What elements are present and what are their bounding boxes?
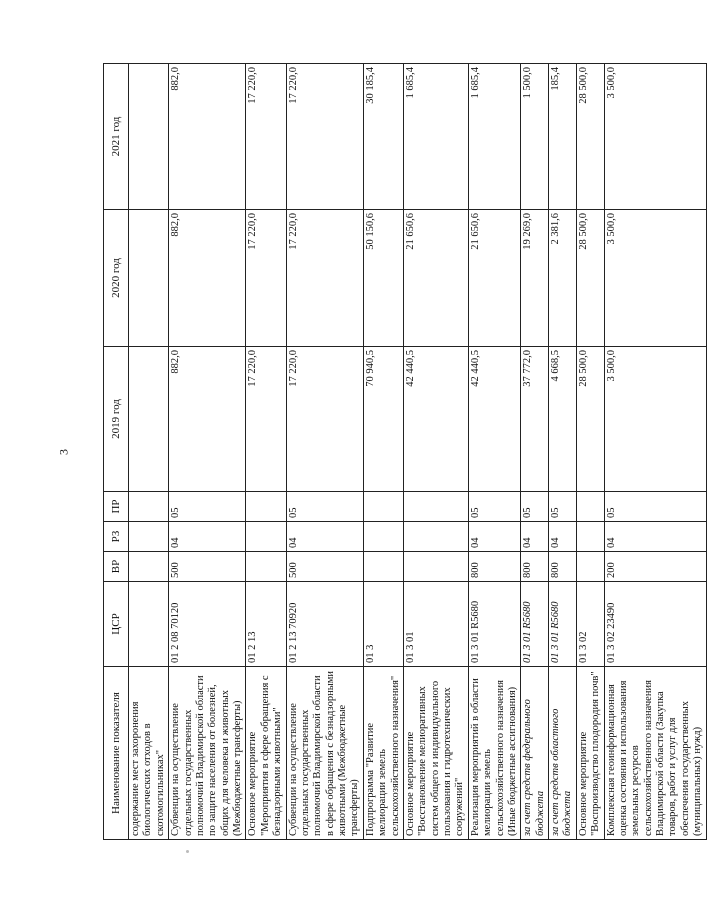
table-row [549,64,577,840]
row-csr-cell: 01 3 01 R5680 [521,582,549,667]
row-2020-cell: 50 150,6 [363,210,403,347]
row-rz-cell [576,522,604,552]
row-csr-cell: 01 3 02 [576,582,604,667]
row-pr-cell: 05 [604,492,706,522]
table-row [576,64,604,840]
row-csr-cell: 01 3 02 23490 [604,582,706,667]
table-row [169,64,246,840]
row-rz-cell: 04 [521,522,549,552]
row-2020-cell: 882,0 [169,210,246,347]
row-name-cell: Основное мероприятие "Восстановление мелиоративных систем общего и индивидуального пользования и гидротехнических сооружений" [403,667,468,840]
row-name-cell: Субвенции на осуществление отдельных государственных полномочий Владимирской области в сфере обращения с безнадзорными животными (Межбюджетные трансферты) [286,667,363,840]
header-2020: 2020 год [104,210,129,347]
row-csr-cell: 01 2 13 70920 [286,582,363,667]
row-pr-cell [246,492,286,522]
row-name-cell: Комплексная геоинформационная оценка состояния и использования земельных ресурсов сельскохозяйственного назначения Владимирской области (Закупка товаров, работ и услуг для обеспечения государственных (муниципальных) нужд) [604,667,706,840]
page-number: 3 [56,449,71,455]
row-2021-cell: 1 685,4 [403,64,468,210]
row-2021-cell [129,64,169,210]
row-vr-cell [576,552,604,582]
row-vr-cell: 500 [169,552,246,582]
row-2019-cell: 3 500,0 [604,347,706,492]
row-2020-cell: 3 500,0 [604,210,706,347]
scan-artifact [186,850,189,853]
header-csr: ЦСР [104,582,129,667]
row-2019-cell [129,347,169,492]
row-2019-cell: 882,0 [169,347,246,492]
row-rz-cell: 04 [549,522,577,552]
row-csr-cell: 01 2 08 70120 [169,582,246,667]
table-body [129,64,707,840]
row-name-cell: за счет средств областного бюджета [549,667,577,840]
row-rz-cell: 04 [286,522,363,552]
row-vr-cell: 800 [521,552,549,582]
row-vr-cell: 200 [604,552,706,582]
row-pr-cell: 05 [468,492,521,522]
row-name-cell: за счет средств федерального бюджета [521,667,549,840]
row-2020-cell [129,210,169,347]
table-row [521,64,549,840]
table-row [468,64,521,840]
row-2021-cell: 30 185,4 [363,64,403,210]
row-rz-cell [129,522,169,552]
table-row [129,64,169,840]
budget-table-container [103,64,704,840]
header-2019: 2019 год [104,347,129,492]
row-2021-cell: 1 500,0 [521,64,549,210]
table-row [403,64,468,840]
row-csr-cell: 01 3 01 [403,582,468,667]
row-csr-cell: 01 3 01 R5680 [468,582,521,667]
table-row [604,64,706,840]
row-pr-cell [576,492,604,522]
row-name-cell: Субвенции на осуществление отдельных государственных полномочий Владимирской области по защите населения от болезней, общих для человека и животных (Межбюджетные трансферты) [169,667,246,840]
row-rz-cell [363,522,403,552]
row-pr-cell [363,492,403,522]
row-name-cell: Реализация мероприятий в области мелиорации земель сельскохозяйственного назначения (Иные бюджетные ассигнования) [468,667,521,840]
row-2020-cell: 21 650,6 [468,210,521,347]
row-name-cell: Основное мероприятие "Мероприятия в сфере обращения с безнадзорными животными" [246,667,286,840]
row-vr-cell [403,552,468,582]
row-vr-cell [246,552,286,582]
row-2021-cell: 1 685,4 [468,64,521,210]
row-rz-cell: 04 [604,522,706,552]
row-pr-cell [403,492,468,522]
table-row [286,64,363,840]
row-vr-cell [129,552,169,582]
row-csr-cell: 01 3 [363,582,403,667]
header-rz: РЗ [104,522,129,552]
row-2019-cell: 37 772,0 [521,347,549,492]
row-pr-cell: 05 [169,492,246,522]
row-2021-cell: 185,4 [549,64,577,210]
row-2020-cell: 17 220,0 [246,210,286,347]
header-name: Наименование показателя [104,667,129,840]
row-rz-cell [403,522,468,552]
row-2019-cell: 42 440,5 [468,347,521,492]
row-2019-cell: 17 220,0 [246,347,286,492]
row-rz-cell [246,522,286,552]
row-2019-cell: 4 668,5 [549,347,577,492]
row-pr-cell: 05 [521,492,549,522]
row-2019-cell: 42 440,5 [403,347,468,492]
row-rz-cell: 04 [169,522,246,552]
row-name-cell: Подпрограмма "Развитие мелиорации земель сельскохозяйственного назначения" [363,667,403,840]
row-2020-cell: 17 220,0 [286,210,363,347]
row-csr-cell: 01 2 13 [246,582,286,667]
budget-table [103,63,707,840]
row-pr-cell: 05 [286,492,363,522]
row-2019-cell: 28 500,0 [576,347,604,492]
row-pr-cell [129,492,169,522]
row-2021-cell: 882,0 [169,64,246,210]
row-name-cell: содержание мест захоронения биологических отходов в скотомогильниках" [129,667,169,840]
row-2019-cell: 70 940,5 [363,347,403,492]
row-rz-cell: 04 [468,522,521,552]
table-row [363,64,403,840]
row-2020-cell: 28 500,0 [576,210,604,347]
row-2020-cell: 21 650,6 [403,210,468,347]
row-csr-cell [129,582,169,667]
row-vr-cell [363,552,403,582]
row-2021-cell: 28 500,0 [576,64,604,210]
row-csr-cell: 01 3 01 R5680 [549,582,577,667]
row-2021-cell: 17 220,0 [246,64,286,210]
row-vr-cell: 500 [286,552,363,582]
row-2021-cell: 3 500,0 [604,64,706,210]
row-2020-cell: 2 381,6 [549,210,577,347]
row-name-cell: Основное мероприятие "Воспроизводство плодородия почв" [576,667,604,840]
row-2021-cell: 17 220,0 [286,64,363,210]
table-header-row [104,64,129,840]
header-vr: ВР [104,552,129,582]
row-vr-cell: 800 [468,552,521,582]
row-2020-cell: 19 269,0 [521,210,549,347]
header-2021: 2021 год [104,64,129,210]
row-pr-cell: 05 [549,492,577,522]
header-pr: ПР [104,492,129,522]
row-vr-cell: 800 [549,552,577,582]
table-row [246,64,286,840]
row-2019-cell: 17 220,0 [286,347,363,492]
